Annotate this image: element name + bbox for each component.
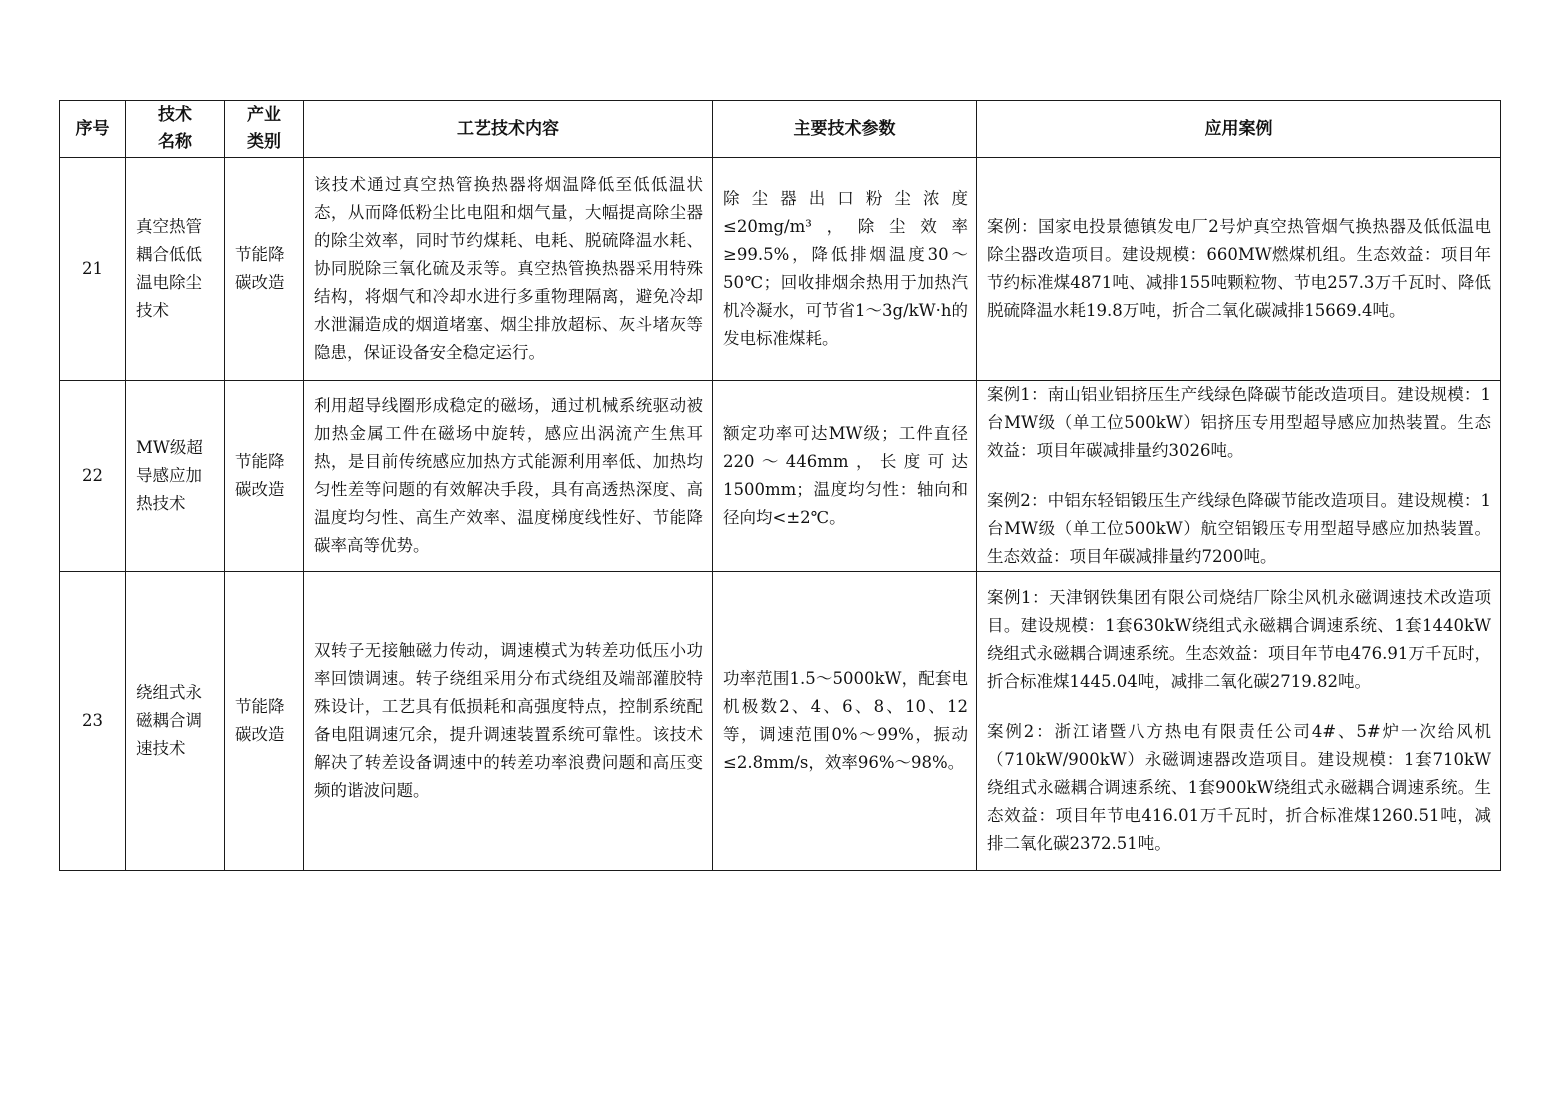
table-row [60, 572, 1501, 871]
cell-cases [977, 381, 1501, 572]
header-name: 技术 名称 [126, 101, 225, 158]
header-process: 工艺技术内容 [304, 101, 713, 158]
case-text: 案例2：中铝东轻铝锻压生产线绿色降碳节能改造项目。建设规模：1台MW级（单工位500kW）航空铝锻压专用型超导感应加热装置。生态效益：项目年碳减排量约7200吨。 [987, 491, 1491, 566]
cell-category: 节能降碳改造 [225, 572, 304, 871]
table-header-row [60, 101, 1501, 158]
cell-category: 节能降碳改造 [225, 158, 304, 381]
cell-name: 绕组式永磁耦合调速技术 [126, 572, 225, 871]
cell-name: 真空热管耦合低低温电除尘技术 [126, 158, 225, 381]
cell-name: MW级超导感应加热技术 [126, 381, 225, 572]
cell-process: 利用超导线圈形成稳定的磁场，通过机械系统驱动被加热金属工件在磁场中旋转，感应出涡流产生焦耳热，是目前传统感应加热方式能源利用率低、加热均匀性差等问题的有效解决手段，具有高透热深度、高温度均匀性、高生产效率、温度梯度线性好、节能降碳率高等优势。 [304, 381, 713, 572]
cell-cases [977, 572, 1501, 871]
header-category: 产业 类别 [225, 101, 304, 158]
cell-process: 该技术通过真空热管换热器将烟温降低至低低温状态，从而降低粉尘比电阻和烟气量，大幅提高除尘器的除尘效率，同时节约煤耗、电耗、脱硫降温水耗、协同脱除三氧化硫及汞等。真空热管换热器采用特殊结构，将烟气和冷却水进行多重物理隔离，避免冷却水泄漏造成的烟道堵塞、烟尘排放超标、灰斗堵灰等隐患，保证设备安全稳定运行。 [304, 158, 713, 381]
case-text: 案例1：天津钢铁集团有限公司烧结厂除尘风机永磁调速技术改造项目。建设规模：1套630kW绕组式永磁耦合调速系统、1套1440kW绕组式永磁耦合调速系统。生态效益：项目年节电476.91万千瓦时，折合标准煤1445.04吨，减排二氧化碳2719.82吨。 [987, 588, 1491, 691]
cell-process: 双转子无接触磁力传动，调速模式为转差功低压小功率回馈调速。转子绕组采用分布式绕组及端部灌胶特殊设计，工艺具有低损耗和高强度特点，控制系统配备电阻调速冗余，提升调速装置系统可靠性。该技术解决了转差设备调速中的转差功率浪费问题和高压变频的谐波问题。 [304, 572, 713, 871]
case-text: 案例：国家电投景德镇发电厂2号炉真空热管烟气换热器及低低温电除尘器改造项目。建设规模：660MW燃煤机组。生态效益：项目年节约标准煤4871吨、减排155吨颗粒物、节电257.3万千瓦时、降低脱硫降温水耗19.8万吨，折合二氧化碳减排15669.4吨。 [987, 217, 1491, 320]
header-params: 主要技术参数 [713, 101, 977, 158]
cell-no: 21 [60, 158, 126, 381]
header-cases: 应用案例 [977, 101, 1501, 158]
cell-no: 23 [60, 572, 126, 871]
case-text: 案例1：南山铝业铝挤压生产线绿色降碳节能改造项目。建设规模：1台MW级（单工位500kW）铝挤压专用型超导感应加热装置。生态效益：项目年碳减排量约3026吨。 [987, 385, 1491, 460]
technology-table-page [59, 100, 1501, 871]
cell-params: 除尘器出口粉尘浓度≤20mg/m³，除尘效率≥99.5%，降低排烟温度30～50℃；回收排烟余热用于加热汽机冷凝水，可节省1～3g/kW·h的发电标准煤耗。 [713, 158, 977, 381]
table-row [60, 158, 1501, 381]
cell-category: 节能降碳改造 [225, 381, 304, 572]
case-text: 案例2：浙江诸暨八方热电有限责任公司4#、5#炉一次给风机（710kW/900kW）永磁调速器改造项目。建设规模：1套710kW绕组式永磁耦合调速系统、1套900kW绕组式永磁耦合调速系统。生态效益：项目年节电416.01万千瓦时，折合标准煤1260.51吨，减排二氧化碳2372.51吨。 [987, 722, 1491, 853]
cell-no: 22 [60, 381, 126, 572]
table-row [60, 381, 1501, 572]
header-no: 序号 [60, 101, 126, 158]
cell-params: 额定功率可达MW级；工件直径220～446mm，长度可达1500mm；温度均匀性：轴向和径向均<±2℃。 [713, 381, 977, 572]
cell-cases [977, 158, 1501, 381]
technology-table [59, 100, 1501, 871]
cell-params: 功率范围1.5～5000kW，配套电机极数2、4、6、8、10、12等，调速范围0%～99%，振动≤2.8mm/s，效率96%～98%。 [713, 572, 977, 871]
